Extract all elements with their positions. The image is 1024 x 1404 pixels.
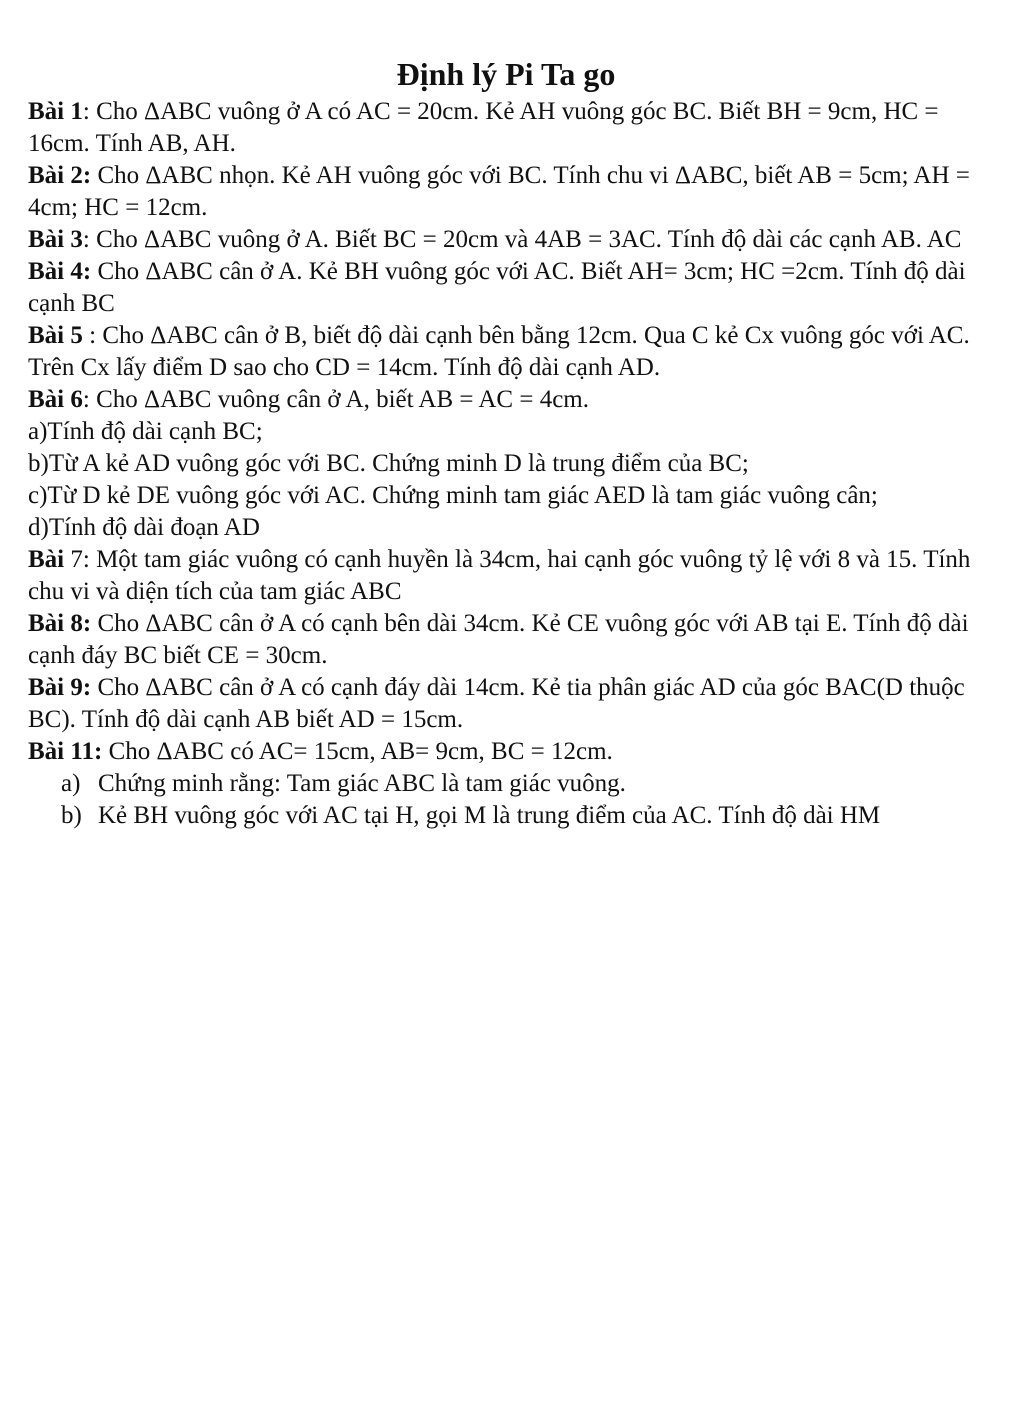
problem-label: Bài 8: (28, 610, 92, 637)
problem-4 (28, 256, 984, 320)
problem-label: Bài 3 (28, 226, 83, 253)
problem-separator: : (82, 98, 97, 125)
problem-8 (28, 608, 984, 672)
problem-text: Cho ΔABC vuông ở A. Biết BC = 20cm và 4AB = 3AC. Tính độ dài các cạnh AB. AC (96, 226, 962, 253)
problem-text: Cho ΔABC có AC= 15cm, AB= 9cm, BC = 12cm. (108, 738, 613, 765)
problem-label: Bài 6 (28, 386, 83, 413)
list-item (28, 768, 984, 800)
problem-1 (28, 96, 984, 160)
problem-label: Bài (28, 546, 65, 573)
problem-text: 7: Một tam giác vuông có cạnh huyền là 34cm, hai cạnh góc vuông tỷ lệ với 8 và 15. Tính chu vi và diện tích của tam giác ABC (28, 546, 971, 605)
problem-label: Bài 1 (28, 98, 83, 125)
problem-7 (28, 544, 984, 608)
problem-text: Cho ΔABC vuông ở A có AC = 20cm. Kẻ AH vuông góc BC. Biết BH = 9cm, HC = 16cm. Tính AB, AH. (28, 98, 939, 157)
problem-label: Bài 5 (28, 322, 83, 349)
problem-label: Bài 2: (28, 162, 92, 189)
problem-6-part-d: d)Tính độ dài đoạn AD (28, 514, 260, 541)
list-item-text: Chứng minh rằng: Tam giác ABC là tam giác vuông. (98, 770, 626, 797)
problem-11 (28, 736, 984, 768)
problem-6-part-b: b)Từ A kẻ AD vuông góc với BC. Chứng minh D là trung điểm của BC; (28, 450, 749, 477)
list-marker: a) (61, 770, 81, 797)
list-marker: b) (61, 802, 82, 829)
problem-5 (28, 320, 984, 384)
page-title: Định lý Pi Ta go (396, 56, 616, 92)
problem-11-parts (28, 768, 984, 832)
problem-text: Cho ΔABC vuông cân ở A, biết AB = AC = 4cm. (96, 386, 589, 413)
problem-9 (28, 672, 984, 736)
problem-separator: : (82, 386, 97, 413)
problem-separator: : (82, 226, 97, 253)
problem-text: Cho ΔABC cân ở A có cạnh bên dài 34cm. Kẻ CE vuông góc với AB tại E. Tính độ dài cạnh đáy BC biết CE = 30cm. (28, 610, 969, 669)
problem-text: Cho ΔABC cân ở B, biết độ dài cạnh bên bằng 12cm. Qua C kẻ Cx vuông góc với AC. Trên Cx lấy điểm D sao cho CD = 14cm. Tính độ dài cạnh AD. (28, 322, 970, 381)
problem-3 (28, 224, 984, 256)
problem-6-part-c: c)Từ D kẻ DE vuông góc với AC. Chứng minh tam giác AED là tam giác vuông cân; (28, 482, 878, 509)
problem-text: Cho ΔABC cân ở A có cạnh đáy dài 14cm. Kẻ tia phân giác AD của góc BAC(D thuộc BC). Tính độ dài cạnh AB biết AD = 15cm. (28, 674, 965, 733)
problem-6 (28, 384, 984, 416)
problem-label: Bài 4: (28, 258, 92, 285)
problem-separator: : (82, 322, 103, 349)
problem-label: Bài 11: (28, 738, 103, 765)
problem-text: Cho ΔABC nhọn. Kẻ AH vuông góc với BC. Tính chu vi ΔABC, biết AB = 5cm; AH = 4cm; HC = 12cm. (28, 162, 970, 221)
problem-label: Bài 9: (28, 674, 92, 701)
list-item (28, 800, 984, 832)
problem-6-part-a: a)Tính độ dài cạnh BC; (28, 418, 263, 445)
problem-2 (28, 160, 984, 224)
problem-text: Cho ΔABC cân ở A. Kẻ BH vuông góc với AC. Biết AH= 3cm; HC =2cm. Tính độ dài cạnh BC (28, 258, 966, 317)
list-item-text: Kẻ BH vuông góc với AC tại H, gọi M là trung điểm của AC. Tính độ dài HM (98, 802, 881, 829)
